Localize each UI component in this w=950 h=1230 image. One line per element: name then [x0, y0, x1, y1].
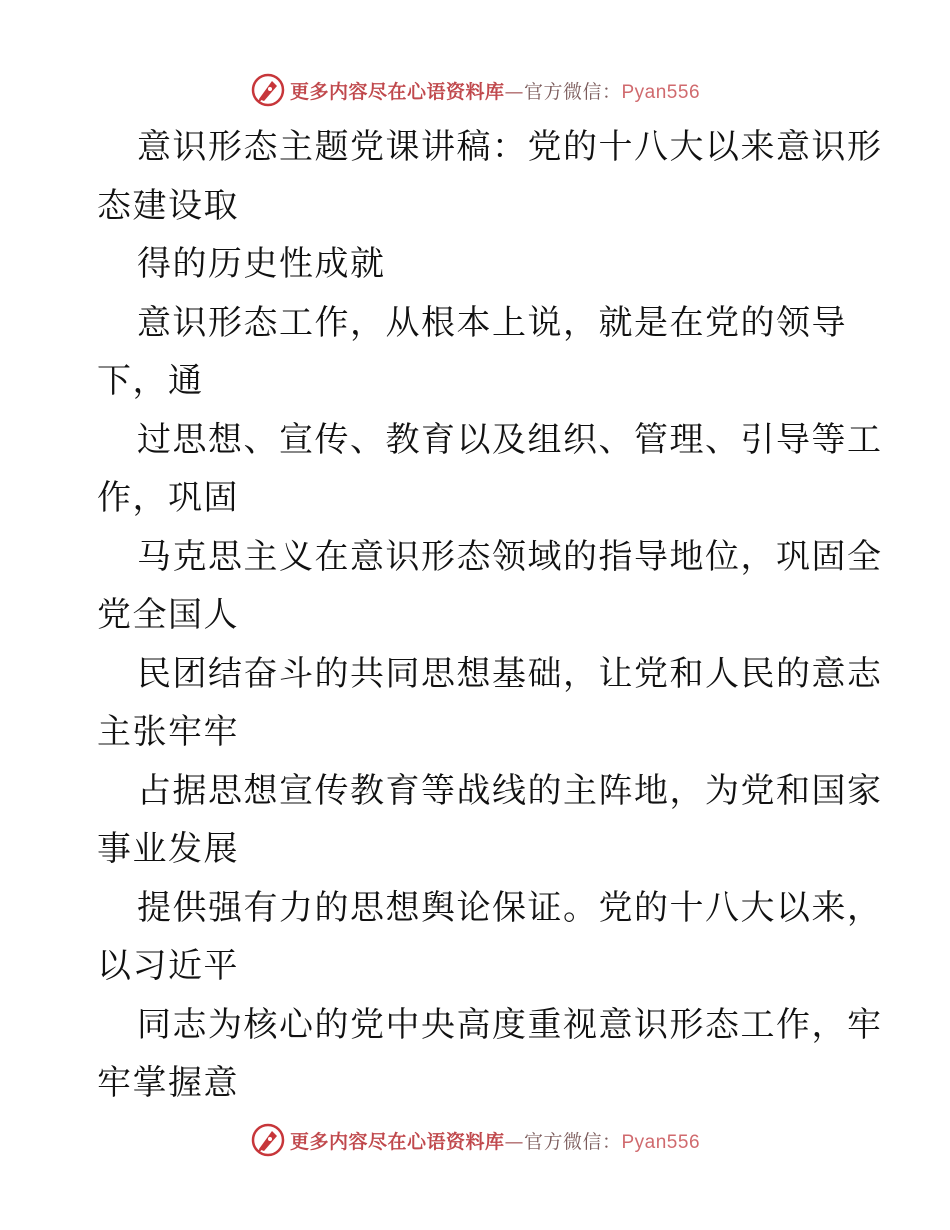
document-body — [97, 118, 883, 1113]
text-line: 以习近平 — [97, 946, 239, 986]
text-line: 提供强有力的思想舆论保证。党的十八大以来， — [137, 887, 883, 928]
banner-dash: — — [504, 1130, 524, 1153]
pen-nib-logo-icon — [250, 1122, 286, 1158]
banner-wechat-label: 官方微信： — [523, 1130, 622, 1153]
text-line: 作，巩固 — [97, 478, 239, 518]
text-line: 得的历史性成就 — [137, 244, 386, 284]
pen-nib-logo-icon — [250, 72, 286, 108]
banner-title: 更多内容尽在心语资料库 — [289, 1130, 505, 1153]
text-line: 同志为核心的党中央高度重视意识形态工作，牢 — [137, 1004, 883, 1045]
text-line: 意识形态工作，从根本上说，就是在党的领导 — [137, 302, 847, 343]
banner-wechat-id: Pyan556 — [621, 81, 701, 103]
text-line: 意识形态主题党课讲稿：党的十八大以来意识形 — [137, 127, 883, 167]
text-line: 牢掌握意 — [97, 1063, 239, 1103]
text-line: 马克思主义在意识形态领域的指导地位，巩固全 — [137, 536, 883, 577]
text-line: 占据思想宣传教育等战线的主阵地，为党和国家 — [137, 770, 883, 811]
banner-dash: — — [504, 80, 524, 103]
text-line: 党全国人 — [97, 595, 239, 635]
text-line: 主张牢牢 — [97, 712, 239, 752]
banner-wechat-id: Pyan556 — [621, 1131, 701, 1153]
banner-title: 更多内容尽在心语资料库 — [289, 80, 505, 103]
header-banner — [0, 70, 950, 110]
text-line: 民团结奋斗的共同思想基础，让党和人民的意志 — [137, 653, 883, 694]
text-line: 下，通 — [97, 361, 204, 401]
text-line: 过思想、宣传、教育以及组织、管理、引导等工 — [137, 419, 883, 460]
banner-wechat-label: 官方微信： — [523, 80, 622, 103]
text-line: 态建设取 — [97, 185, 239, 226]
footer-banner — [0, 1120, 950, 1160]
text-line: 事业发展 — [97, 829, 239, 869]
